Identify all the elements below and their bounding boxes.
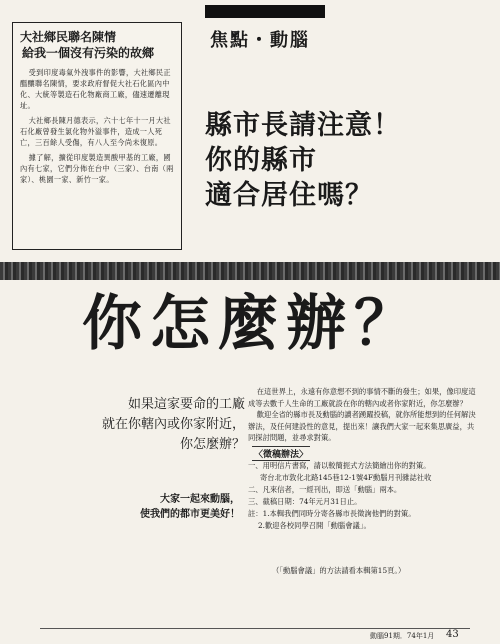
slogan	[110, 492, 240, 522]
headline-line2: 你的縣市	[205, 145, 317, 176]
news-paragraph: 據了解，擴從印度製造異酸甲基的工廠，國內有七家，它們分佈在台中（三家）、台南（兩家）、桃園一家、新竹一家。	[20, 153, 174, 184]
rule-item: 三、截稿日期：74年元月31日止。	[248, 497, 362, 506]
headline-line1: 縣市長請注意！	[205, 110, 401, 141]
news-box	[12, 22, 182, 250]
footer-issue: 動腦91期．74年1月	[370, 632, 435, 640]
intro-line2: 就在你轄內或你家附近，	[101, 417, 245, 432]
news-paragraph: 大社鄉長陳月德表示，六十七年十一月大社石化廠曾發生氯化物外溢事件，造成一人死亡，三百餘人受傷，有八人至今尚未復原。	[20, 116, 171, 147]
rules-title: 〈徵稿辦法〉	[252, 446, 310, 461]
footer-rule	[40, 628, 470, 629]
headline	[205, 108, 401, 213]
news-paragraph: 受到印度毒氣外洩事件的影響，大社鄉民正醞釀聯名陳情，要求政府督促大社石化區內中化、大統等製造石化物廠商工廠，儘速遷離現址。	[20, 68, 171, 110]
body-paragraph: 歡迎全省的縣市長及動腦的讀者踴躍投稿，就你所能想到的任何解決辦法，及任何建設性的意見，提出來！讓我們大家一起來集思廣益，共同探討問題，並尋求對策。	[248, 410, 476, 442]
rule-address: 寄台北市敦化北路145巷12-1號4F動腦月刊雜誌社收	[260, 473, 432, 482]
slogan-line1: 大家一起來動腦，	[160, 494, 240, 505]
slogan-line2: 使我們的都市更美好！	[140, 509, 240, 520]
rule-item: 一、用明信片書寫，請以較簡扼式方法簡繪出你的對策。	[248, 461, 431, 470]
divider-band	[0, 262, 500, 280]
page-number: 43	[446, 629, 459, 640]
intro-text	[70, 395, 245, 455]
headline-line3: 適合居住嗎？	[205, 180, 373, 211]
news-box-title-line2: 給我一個沒有污染的故鄉	[22, 46, 155, 60]
section-label: 焦點・動腦	[210, 30, 310, 51]
closing-note: （「動腦會議」的方法請看本輯第15頁。）	[272, 566, 406, 575]
rule-note: 註：1.本輯我們同時分寄各縣市長徵詢他們的對策。	[248, 509, 416, 518]
news-box-body	[20, 67, 174, 185]
rule-note: 2.歡迎各校同學召開「動腦會議」。	[258, 521, 371, 530]
rules-list	[248, 460, 484, 532]
news-box-title	[20, 29, 174, 61]
rule-item: 二、凡來信者，一經刊出，即送「動腦」兩本。	[248, 485, 402, 494]
news-box-title-line1: 大社鄉民聯名陳情	[20, 30, 117, 44]
intro-line3: 你怎麼辦？	[179, 437, 245, 452]
big-question-title: 你怎麼辦？	[82, 289, 422, 359]
call-for-submissions-text	[248, 386, 480, 444]
intro-line1: 如果這家要命的工廠	[127, 397, 245, 412]
body-paragraph: 在這世界上，永遠有你意想不到的事情不斷的發生；如果，像印度這成等去數千人生命的工廠就設在你的轄內或者你家附近，你怎麼辦？	[248, 387, 476, 408]
section-banner-bar	[205, 5, 325, 18]
